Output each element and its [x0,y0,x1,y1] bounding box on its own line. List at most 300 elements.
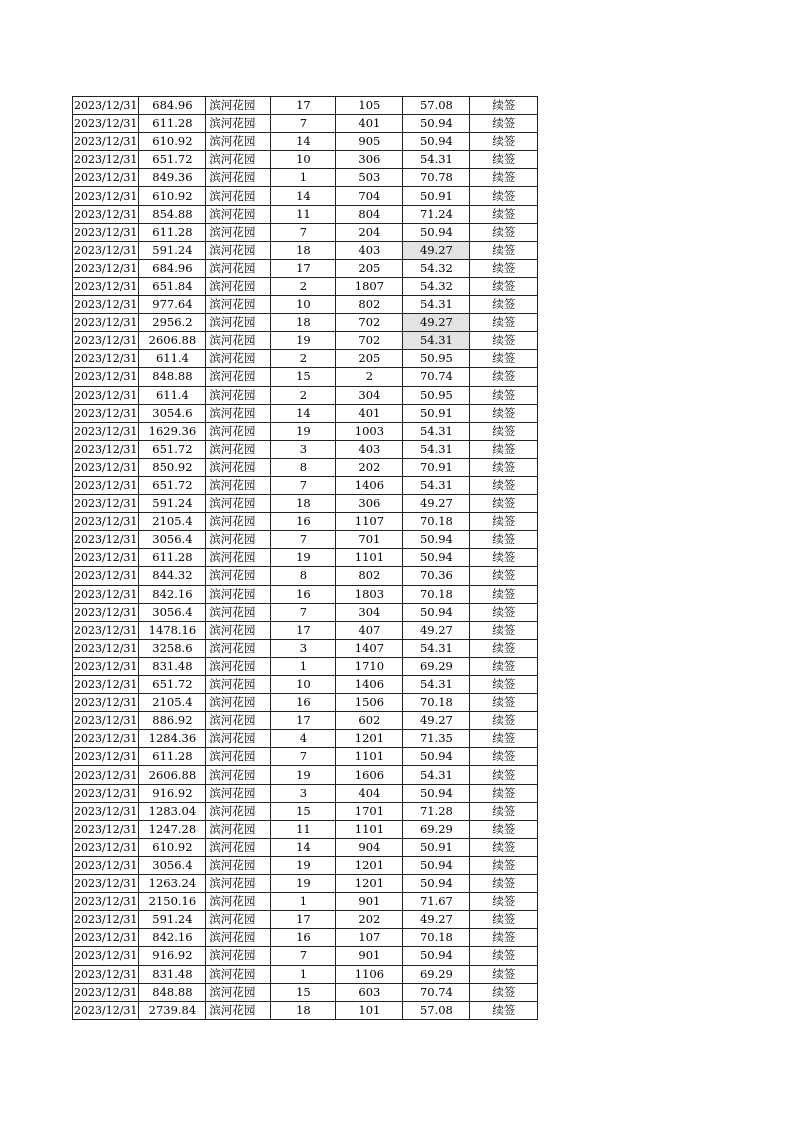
status-cell[interactable]: 续签 [470,947,538,965]
date-cell[interactable]: 2023/12/31 [73,277,139,295]
room-cell[interactable]: 1201 [336,730,403,748]
area-cell[interactable]: 71.28 [403,802,470,820]
area-cell[interactable]: 71.35 [403,730,470,748]
building-cell[interactable]: 16 [271,513,336,531]
building-cell[interactable]: 19 [271,549,336,567]
date-cell[interactable]: 2023/12/31 [73,838,139,856]
building-cell[interactable]: 11 [271,205,336,223]
amount-cell[interactable]: 610.92 [139,133,206,151]
date-cell[interactable]: 2023/12/31 [73,422,139,440]
community-cell[interactable]: 滨河花园 [206,549,271,567]
area-cell[interactable]: 54.32 [403,259,470,277]
amount-cell[interactable]: 844.32 [139,567,206,585]
amount-cell[interactable]: 2606.88 [139,332,206,350]
room-cell[interactable]: 1406 [336,676,403,694]
area-cell[interactable]: 70.18 [403,929,470,947]
room-cell[interactable]: 1201 [336,856,403,874]
amount-cell[interactable]: 611.28 [139,748,206,766]
room-cell[interactable]: 404 [336,784,403,802]
area-cell[interactable]: 50.95 [403,350,470,368]
status-cell[interactable]: 续签 [470,657,538,675]
status-cell[interactable]: 续签 [470,368,538,386]
date-cell[interactable]: 2023/12/31 [73,748,139,766]
building-cell[interactable]: 17 [271,712,336,730]
date-cell[interactable]: 2023/12/31 [73,567,139,585]
status-cell[interactable]: 续签 [470,549,538,567]
date-cell[interactable]: 2023/12/31 [73,296,139,314]
room-cell[interactable]: 702 [336,314,403,332]
room-cell[interactable]: 602 [336,712,403,730]
date-cell[interactable]: 2023/12/31 [73,676,139,694]
date-cell[interactable]: 2023/12/31 [73,965,139,983]
amount-cell[interactable]: 1478.16 [139,621,206,639]
amount-cell[interactable]: 3056.4 [139,531,206,549]
community-cell[interactable]: 滨河花园 [206,983,271,1001]
amount-cell[interactable]: 611.4 [139,386,206,404]
community-cell[interactable]: 滨河花园 [206,187,271,205]
status-cell[interactable]: 续签 [470,567,538,585]
community-cell[interactable]: 滨河花园 [206,314,271,332]
amount-cell[interactable]: 651.72 [139,476,206,494]
community-cell[interactable]: 滨河花园 [206,97,271,115]
area-cell[interactable]: 50.91 [403,404,470,422]
room-cell[interactable]: 503 [336,169,403,187]
status-cell[interactable]: 续签 [470,911,538,929]
date-cell[interactable]: 2023/12/31 [73,440,139,458]
building-cell[interactable]: 14 [271,404,336,422]
area-cell[interactable]: 70.18 [403,585,470,603]
date-cell[interactable]: 2023/12/31 [73,875,139,893]
date-cell[interactable]: 2023/12/31 [73,350,139,368]
amount-cell[interactable]: 1283.04 [139,802,206,820]
building-cell[interactable]: 19 [271,875,336,893]
area-cell[interactable]: 70.18 [403,513,470,531]
date-cell[interactable]: 2023/12/31 [73,169,139,187]
amount-cell[interactable]: 842.16 [139,585,206,603]
status-cell[interactable]: 续签 [470,133,538,151]
room-cell[interactable]: 304 [336,386,403,404]
date-cell[interactable]: 2023/12/31 [73,657,139,675]
building-cell[interactable]: 8 [271,458,336,476]
status-cell[interactable]: 续签 [470,223,538,241]
community-cell[interactable]: 滨河花园 [206,603,271,621]
date-cell[interactable]: 2023/12/31 [73,97,139,115]
date-cell[interactable]: 2023/12/31 [73,947,139,965]
room-cell[interactable]: 1506 [336,694,403,712]
area-cell[interactable]: 54.31 [403,676,470,694]
status-cell[interactable]: 续签 [470,513,538,531]
date-cell[interactable]: 2023/12/31 [73,386,139,404]
date-cell[interactable]: 2023/12/31 [73,151,139,169]
community-cell[interactable]: 滨河花园 [206,639,271,657]
community-cell[interactable]: 滨河花园 [206,567,271,585]
community-cell[interactable]: 滨河花园 [206,115,271,133]
date-cell[interactable]: 2023/12/31 [73,802,139,820]
amount-cell[interactable]: 977.64 [139,296,206,314]
amount-cell[interactable]: 591.24 [139,241,206,259]
room-cell[interactable]: 1701 [336,802,403,820]
date-cell[interactable]: 2023/12/31 [73,223,139,241]
room-cell[interactable]: 704 [336,187,403,205]
community-cell[interactable]: 滨河花园 [206,875,271,893]
community-cell[interactable]: 滨河花园 [206,694,271,712]
amount-cell[interactable]: 854.88 [139,205,206,223]
date-cell[interactable]: 2023/12/31 [73,1001,139,1019]
amount-cell[interactable]: 831.48 [139,965,206,983]
date-cell[interactable]: 2023/12/31 [73,332,139,350]
building-cell[interactable]: 15 [271,368,336,386]
date-cell[interactable]: 2023/12/31 [73,205,139,223]
room-cell[interactable]: 107 [336,929,403,947]
building-cell[interactable]: 17 [271,911,336,929]
building-cell[interactable]: 7 [271,603,336,621]
amount-cell[interactable]: 2105.4 [139,694,206,712]
amount-cell[interactable]: 2105.4 [139,513,206,531]
community-cell[interactable]: 滨河花园 [206,820,271,838]
status-cell[interactable]: 续签 [470,531,538,549]
community-cell[interactable]: 滨河花园 [206,766,271,784]
amount-cell[interactable]: 916.92 [139,784,206,802]
room-cell[interactable]: 802 [336,296,403,314]
building-cell[interactable]: 15 [271,983,336,1001]
building-cell[interactable]: 16 [271,585,336,603]
amount-cell[interactable]: 611.28 [139,223,206,241]
building-cell[interactable]: 14 [271,133,336,151]
room-cell[interactable]: 1407 [336,639,403,657]
building-cell[interactable]: 3 [271,639,336,657]
date-cell[interactable]: 2023/12/31 [73,585,139,603]
community-cell[interactable]: 滨河花园 [206,205,271,223]
community-cell[interactable]: 滨河花园 [206,965,271,983]
date-cell[interactable]: 2023/12/31 [73,458,139,476]
area-cell[interactable]: 54.31 [403,296,470,314]
room-cell[interactable]: 1101 [336,820,403,838]
community-cell[interactable]: 滨河花园 [206,422,271,440]
amount-cell[interactable]: 651.72 [139,151,206,169]
area-cell[interactable]: 57.08 [403,97,470,115]
status-cell[interactable]: 续签 [470,1001,538,1019]
amount-cell[interactable]: 842.16 [139,929,206,947]
community-cell[interactable]: 滨河花园 [206,802,271,820]
date-cell[interactable]: 2023/12/31 [73,893,139,911]
area-cell[interactable]: 69.29 [403,820,470,838]
amount-cell[interactable]: 3258.6 [139,639,206,657]
status-cell[interactable]: 续签 [470,983,538,1001]
room-cell[interactable]: 1803 [336,585,403,603]
area-cell[interactable]: 70.18 [403,694,470,712]
room-cell[interactable]: 603 [336,983,403,1001]
status-cell[interactable]: 续签 [470,115,538,133]
amount-cell[interactable]: 2150.16 [139,893,206,911]
amount-cell[interactable]: 3054.6 [139,404,206,422]
status-cell[interactable]: 续签 [470,639,538,657]
community-cell[interactable]: 滨河花园 [206,730,271,748]
community-cell[interactable]: 滨河花园 [206,368,271,386]
area-cell[interactable]: 50.94 [403,856,470,874]
amount-cell[interactable]: 1263.24 [139,875,206,893]
area-cell[interactable]: 54.31 [403,766,470,784]
area-cell[interactable]: 70.74 [403,983,470,1001]
status-cell[interactable]: 续签 [470,97,538,115]
status-cell[interactable]: 续签 [470,241,538,259]
room-cell[interactable]: 202 [336,458,403,476]
community-cell[interactable]: 滨河花园 [206,476,271,494]
community-cell[interactable]: 滨河花园 [206,513,271,531]
building-cell[interactable]: 7 [271,947,336,965]
area-cell[interactable]: 54.31 [403,639,470,657]
status-cell[interactable]: 续签 [470,151,538,169]
status-cell[interactable]: 续签 [470,332,538,350]
date-cell[interactable]: 2023/12/31 [73,820,139,838]
date-cell[interactable]: 2023/12/31 [73,766,139,784]
status-cell[interactable]: 续签 [470,676,538,694]
date-cell[interactable]: 2023/12/31 [73,404,139,422]
building-cell[interactable]: 17 [271,97,336,115]
room-cell[interactable]: 1101 [336,748,403,766]
building-cell[interactable]: 3 [271,784,336,802]
amount-cell[interactable]: 848.88 [139,983,206,1001]
status-cell[interactable]: 续签 [470,748,538,766]
building-cell[interactable]: 19 [271,332,336,350]
community-cell[interactable]: 滨河花园 [206,1001,271,1019]
date-cell[interactable]: 2023/12/31 [73,911,139,929]
community-cell[interactable]: 滨河花园 [206,621,271,639]
building-cell[interactable]: 14 [271,187,336,205]
status-cell[interactable]: 续签 [470,856,538,874]
room-cell[interactable]: 403 [336,241,403,259]
amount-cell[interactable]: 850.92 [139,458,206,476]
area-cell[interactable]: 49.27 [403,314,470,332]
room-cell[interactable]: 904 [336,838,403,856]
community-cell[interactable]: 滨河花园 [206,676,271,694]
date-cell[interactable]: 2023/12/31 [73,368,139,386]
building-cell[interactable]: 10 [271,676,336,694]
area-cell[interactable]: 70.36 [403,567,470,585]
building-cell[interactable]: 7 [271,531,336,549]
date-cell[interactable]: 2023/12/31 [73,730,139,748]
date-cell[interactable]: 2023/12/31 [73,712,139,730]
room-cell[interactable]: 101 [336,1001,403,1019]
area-cell[interactable]: 50.94 [403,133,470,151]
amount-cell[interactable]: 2739.84 [139,1001,206,1019]
building-cell[interactable]: 11 [271,820,336,838]
amount-cell[interactable]: 1284.36 [139,730,206,748]
community-cell[interactable]: 滨河花园 [206,440,271,458]
area-cell[interactable]: 54.32 [403,277,470,295]
status-cell[interactable]: 续签 [470,694,538,712]
building-cell[interactable]: 19 [271,422,336,440]
date-cell[interactable]: 2023/12/31 [73,531,139,549]
status-cell[interactable]: 续签 [470,766,538,784]
status-cell[interactable]: 续签 [470,820,538,838]
building-cell[interactable]: 16 [271,929,336,947]
status-cell[interactable]: 续签 [470,205,538,223]
amount-cell[interactable]: 1629.36 [139,422,206,440]
date-cell[interactable]: 2023/12/31 [73,187,139,205]
room-cell[interactable]: 1106 [336,965,403,983]
room-cell[interactable]: 105 [336,97,403,115]
community-cell[interactable]: 滨河花园 [206,929,271,947]
building-cell[interactable]: 2 [271,350,336,368]
area-cell[interactable]: 50.94 [403,223,470,241]
community-cell[interactable]: 滨河花园 [206,893,271,911]
date-cell[interactable]: 2023/12/31 [73,621,139,639]
community-cell[interactable]: 滨河花园 [206,748,271,766]
community-cell[interactable]: 滨河花园 [206,838,271,856]
building-cell[interactable]: 1 [271,169,336,187]
room-cell[interactable]: 204 [336,223,403,241]
status-cell[interactable]: 续签 [470,875,538,893]
amount-cell[interactable]: 591.24 [139,495,206,513]
building-cell[interactable]: 17 [271,259,336,277]
building-cell[interactable]: 18 [271,241,336,259]
room-cell[interactable]: 701 [336,531,403,549]
building-cell[interactable]: 10 [271,151,336,169]
building-cell[interactable]: 7 [271,476,336,494]
area-cell[interactable]: 50.94 [403,603,470,621]
amount-cell[interactable]: 684.96 [139,259,206,277]
area-cell[interactable]: 50.91 [403,838,470,856]
room-cell[interactable]: 2 [336,368,403,386]
area-cell[interactable]: 70.78 [403,169,470,187]
amount-cell[interactable]: 3056.4 [139,856,206,874]
status-cell[interactable]: 续签 [470,386,538,404]
area-cell[interactable]: 57.08 [403,1001,470,1019]
community-cell[interactable]: 滨河花园 [206,169,271,187]
room-cell[interactable]: 802 [336,567,403,585]
status-cell[interactable]: 续签 [470,712,538,730]
date-cell[interactable]: 2023/12/31 [73,856,139,874]
status-cell[interactable]: 续签 [470,440,538,458]
building-cell[interactable]: 4 [271,730,336,748]
community-cell[interactable]: 滨河花园 [206,151,271,169]
room-cell[interactable]: 202 [336,911,403,929]
date-cell[interactable]: 2023/12/31 [73,549,139,567]
date-cell[interactable]: 2023/12/31 [73,241,139,259]
status-cell[interactable]: 续签 [470,929,538,947]
area-cell[interactable]: 50.94 [403,531,470,549]
amount-cell[interactable]: 651.72 [139,440,206,458]
amount-cell[interactable]: 610.92 [139,187,206,205]
area-cell[interactable]: 49.27 [403,495,470,513]
amount-cell[interactable]: 3056.4 [139,603,206,621]
community-cell[interactable]: 滨河花园 [206,531,271,549]
area-cell[interactable]: 54.31 [403,476,470,494]
date-cell[interactable]: 2023/12/31 [73,784,139,802]
area-cell[interactable]: 54.31 [403,332,470,350]
building-cell[interactable]: 1 [271,657,336,675]
community-cell[interactable]: 滨河花园 [206,277,271,295]
community-cell[interactable]: 滨河花园 [206,784,271,802]
status-cell[interactable]: 续签 [470,314,538,332]
room-cell[interactable]: 1406 [336,476,403,494]
date-cell[interactable]: 2023/12/31 [73,983,139,1001]
area-cell[interactable]: 50.94 [403,947,470,965]
amount-cell[interactable]: 2956.2 [139,314,206,332]
building-cell[interactable]: 18 [271,1001,336,1019]
room-cell[interactable]: 901 [336,947,403,965]
area-cell[interactable]: 50.95 [403,386,470,404]
room-cell[interactable]: 1201 [336,875,403,893]
building-cell[interactable]: 19 [271,766,336,784]
community-cell[interactable]: 滨河花园 [206,856,271,874]
area-cell[interactable]: 54.31 [403,151,470,169]
building-cell[interactable]: 18 [271,495,336,513]
room-cell[interactable]: 401 [336,115,403,133]
area-cell[interactable]: 71.24 [403,205,470,223]
status-cell[interactable]: 续签 [470,169,538,187]
community-cell[interactable]: 滨河花园 [206,350,271,368]
area-cell[interactable]: 70.91 [403,458,470,476]
status-cell[interactable]: 续签 [470,296,538,314]
status-cell[interactable]: 续签 [470,730,538,748]
community-cell[interactable]: 滨河花园 [206,386,271,404]
room-cell[interactable]: 702 [336,332,403,350]
amount-cell[interactable]: 916.92 [139,947,206,965]
building-cell[interactable]: 1 [271,965,336,983]
area-cell[interactable]: 50.94 [403,784,470,802]
room-cell[interactable]: 804 [336,205,403,223]
community-cell[interactable]: 滨河花园 [206,133,271,151]
status-cell[interactable]: 续签 [470,350,538,368]
building-cell[interactable]: 7 [271,115,336,133]
community-cell[interactable]: 滨河花园 [206,296,271,314]
room-cell[interactable]: 905 [336,133,403,151]
room-cell[interactable]: 1003 [336,422,403,440]
building-cell[interactable]: 15 [271,802,336,820]
area-cell[interactable]: 50.94 [403,115,470,133]
room-cell[interactable]: 1606 [336,766,403,784]
date-cell[interactable]: 2023/12/31 [73,513,139,531]
community-cell[interactable]: 滨河花园 [206,712,271,730]
status-cell[interactable]: 续签 [470,893,538,911]
status-cell[interactable]: 续签 [470,259,538,277]
amount-cell[interactable]: 611.4 [139,350,206,368]
area-cell[interactable]: 49.27 [403,712,470,730]
area-cell[interactable]: 54.31 [403,422,470,440]
status-cell[interactable]: 续签 [470,621,538,639]
building-cell[interactable]: 1 [271,893,336,911]
room-cell[interactable]: 401 [336,404,403,422]
status-cell[interactable]: 续签 [470,585,538,603]
amount-cell[interactable]: 611.28 [139,549,206,567]
status-cell[interactable]: 续签 [470,965,538,983]
area-cell[interactable]: 54.31 [403,440,470,458]
building-cell[interactable]: 10 [271,296,336,314]
amount-cell[interactable]: 651.84 [139,277,206,295]
community-cell[interactable]: 滨河花园 [206,241,271,259]
date-cell[interactable]: 2023/12/31 [73,603,139,621]
community-cell[interactable]: 滨河花园 [206,947,271,965]
building-cell[interactable]: 19 [271,856,336,874]
status-cell[interactable]: 续签 [470,838,538,856]
date-cell[interactable]: 2023/12/31 [73,476,139,494]
status-cell[interactable]: 续签 [470,187,538,205]
community-cell[interactable]: 滨河花园 [206,223,271,241]
community-cell[interactable]: 滨河花园 [206,458,271,476]
building-cell[interactable]: 2 [271,386,336,404]
community-cell[interactable]: 滨河花园 [206,495,271,513]
area-cell[interactable]: 49.27 [403,241,470,259]
building-cell[interactable]: 18 [271,314,336,332]
area-cell[interactable]: 49.27 [403,621,470,639]
community-cell[interactable]: 滨河花园 [206,911,271,929]
building-cell[interactable]: 7 [271,748,336,766]
date-cell[interactable]: 2023/12/31 [73,259,139,277]
amount-cell[interactable]: 831.48 [139,657,206,675]
area-cell[interactable]: 50.94 [403,748,470,766]
status-cell[interactable]: 续签 [470,603,538,621]
